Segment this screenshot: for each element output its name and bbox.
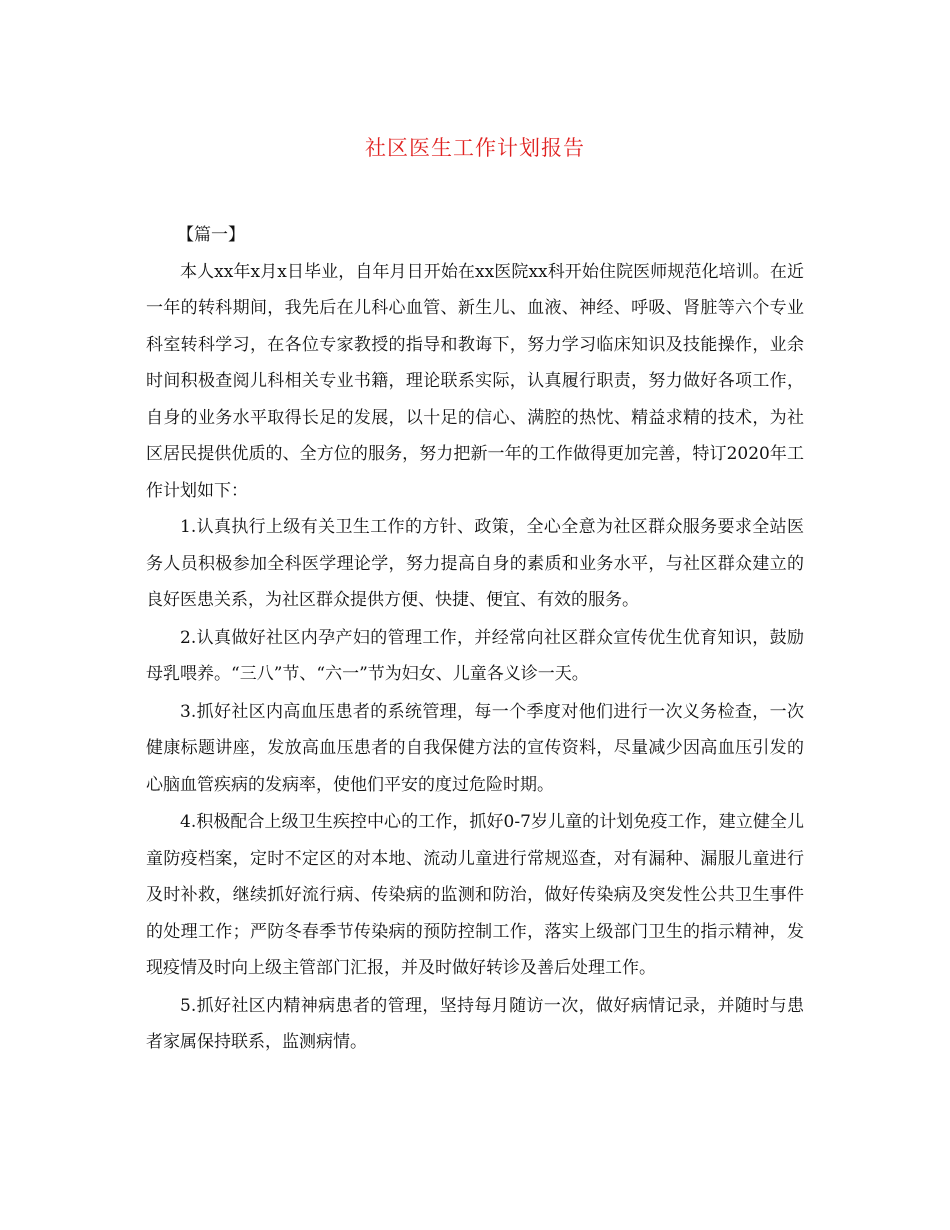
document-title: 社区医生工作计划报告 [365,136,585,160]
list-item: 3.抓好社区内高血压患者的系统管理，每一个季度对他们进行一次义务检查，一次健康标题讲座，发放高血压患者的自我保健方法的宣传资料，尽量减少因高血压引发的心脑血管疾病的发病率，使他们平安的度过危险时期。 [146,701,804,795]
list-item: 1.认真执行上级有关卫生工作的方针、政策，全心全意为社区群众服务要求全站医务人员积极参加全科医学理论学，努力提高自身的素质和业务水平，与社区群众建立的良好医患关系，为社区群众提供方便、快捷、便宜、有效的服务。 [146,517,804,610]
intro-paragraph: 本人xx年x月x日毕业，自年月日开始在xx医院xx科开始住院医师规范化培训。在近一年的转科期间，我先后在儿科心血管、新生儿、血液、神经、呼吸、肾脏等六个专业科室转科学习，在各位专家教授的指导和教诲下，努力学习临床知识及技能操作，业余时间积极查阅儿科相关专业书籍，理论联系实际，认真履行职责，努力做好各项工作，自身的业务水平取得长足的发展，以十足的信心、满腔的热忱、精益求精的技术，为社区居民提供优质的、全方位的服务，努力把新一年的工作做得更加完善，特订2020年工作计划如下： [146,261,804,501]
list-item: 2.认真做好社区内孕产妇的管理工作，并经常向社区群众宣传优生优育知识，鼓励母乳喂养。“三八”节、“六一”节为妇女、儿童各义诊一天。 [146,627,804,684]
section-heading: 【篇一】 [177,225,245,245]
list-item: 5.抓好社区内精神病患者的管理，坚持每月随访一次，做好病情记录，并随时与患者家属保持联系，监测病情。 [146,995,804,1052]
document-body [146,217,804,1062]
list-item: 4.积极配合上级卫生疾控中心的工作，抓好0-7岁儿童的计划免疫工作，建立健全儿童防疫档案，定时不定区的对本地、流动儿童进行常规巡查，对有漏种、漏服儿童进行及时补救，继续抓好流行病、传染病的监测和防治，做好传染病及突发性公共卫生事件的处理工作；严防冬春季节传染病的预防控制工作，落实上级部门卫生的指示精神，发现疫情及时向上级主管部门汇报，并及时做好转诊及善后处理工作。 [146,812,804,978]
